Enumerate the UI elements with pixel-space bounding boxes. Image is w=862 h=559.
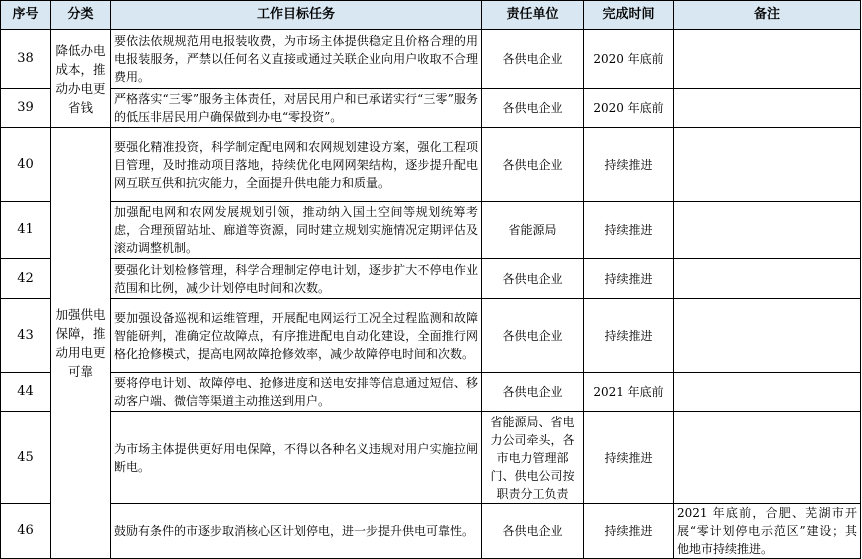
row-unit: 省能源局、省电力公司牵头，各市电力管理部门、供电公司按职责分工负责 xyxy=(482,412,584,504)
row-time: 持续推进 xyxy=(584,202,674,259)
row-task: 要将停电计划、故障停电、抢修进度和送电安排等信息通过短信、移动客户端、微信等渠道主动推送到用户。 xyxy=(111,373,482,412)
row-note xyxy=(674,128,861,202)
header-note: 备注 xyxy=(674,1,861,30)
row-unit: 各供电企业 xyxy=(482,128,584,202)
row-task: 要强化计划检修管理，科学合理制定停电计划，逐步扩大不停电作业范围和比例，减少计划停电时间和次数。 xyxy=(111,259,482,299)
table-row xyxy=(1,30,861,89)
row-note xyxy=(674,299,861,373)
row-seq: 40 xyxy=(1,128,51,202)
row-time: 持续推进 xyxy=(584,259,674,299)
header-time: 完成时间 xyxy=(584,1,674,30)
row-time: 持续推进 xyxy=(584,504,674,559)
table-row xyxy=(1,259,861,299)
row-seq: 44 xyxy=(1,373,51,412)
table-row xyxy=(1,504,861,559)
row-task: 要加强设备巡视和运维管理，开展配电网运行工况全过程监测和故障智能研判，准确定位故障点，有序推进配电自动化建设，全面推行网格化抢修模式，提高电网故障抢修效率，减少故障停电时间和次数。 xyxy=(111,299,482,373)
row-seq: 41 xyxy=(1,202,51,259)
category-cost: 降低办电成本，推动办电更省钱 xyxy=(51,30,111,128)
row-unit: 省能源局 xyxy=(482,202,584,259)
category-reliability: 加强供电保障，推动用电更可靠 xyxy=(51,128,111,559)
row-unit: 各供电企业 xyxy=(482,299,584,373)
row-unit: 各供电企业 xyxy=(482,504,584,559)
table-row xyxy=(1,89,861,128)
row-note xyxy=(674,30,861,89)
row-note xyxy=(674,412,861,504)
row-seq: 38 xyxy=(1,30,51,89)
table-row xyxy=(1,373,861,412)
row-note: 2021 年底前，合肥、芜湖市开展“零计划停电示范区”建设；其他地市持续推进。 xyxy=(674,504,861,559)
row-seq: 43 xyxy=(1,299,51,373)
header-unit: 责任单位 xyxy=(482,1,584,30)
row-time: 2021 年底前 xyxy=(584,373,674,412)
table-row xyxy=(1,128,861,202)
table-row xyxy=(1,202,861,259)
row-task: 为市场主体提供更好用电保障，不得以各种名义违规对用户实施拉闸断电。 xyxy=(111,412,482,504)
row-note xyxy=(674,202,861,259)
header-category: 分类 xyxy=(51,1,111,30)
row-note xyxy=(674,259,861,299)
row-task: 要依法依规规范用电报装收费，为市场主体提供稳定且价格合理的用电报装服务，严禁以任何名义直接或通过关联企业向用户收取不合理费用。 xyxy=(111,30,482,89)
row-seq: 39 xyxy=(1,89,51,128)
row-time: 持续推进 xyxy=(584,299,674,373)
row-seq: 45 xyxy=(1,412,51,504)
row-unit: 各供电企业 xyxy=(482,30,584,89)
row-time: 2020 年底前 xyxy=(584,89,674,128)
row-task: 鼓励有条件的市逐步取消核心区计划停电，进一步提升供电可靠性。 xyxy=(111,504,482,559)
row-time: 2020 年底前 xyxy=(584,30,674,89)
row-task: 严格落实“三零”服务主体责任，对居民用户和已承诺实行“三零”服务的低压非居民用户确保做到办电“零投资”。 xyxy=(111,89,482,128)
table-header-row xyxy=(1,1,861,30)
row-note xyxy=(674,373,861,412)
row-seq: 42 xyxy=(1,259,51,299)
header-seq: 序号 xyxy=(1,1,51,30)
table-row xyxy=(1,412,861,504)
row-task: 要强化精准投资，科学制定配电网和农网规划建设方案，强化工程项目管理，及时推动项目落地，持续优化电网网架结构，逐步提升配电网互联互供和抗灾能力，全面提升供电能力和质量。 xyxy=(111,128,482,202)
row-unit: 各供电企业 xyxy=(482,89,584,128)
row-note xyxy=(674,89,861,128)
row-time: 持续推进 xyxy=(584,128,674,202)
row-task: 加强配电网和农网发展规划引领，推动纳入国土空间等规划统筹考虑，合理预留站址、廊道等资源，同时建立规划实施情况定期评估及滚动调整机制。 xyxy=(111,202,482,259)
row-time: 持续推进 xyxy=(584,412,674,504)
row-unit: 各供电企业 xyxy=(482,373,584,412)
row-seq: 46 xyxy=(1,504,51,559)
row-unit: 各供电企业 xyxy=(482,259,584,299)
table-row xyxy=(1,299,861,373)
header-task: 工作目标任务 xyxy=(111,1,482,30)
